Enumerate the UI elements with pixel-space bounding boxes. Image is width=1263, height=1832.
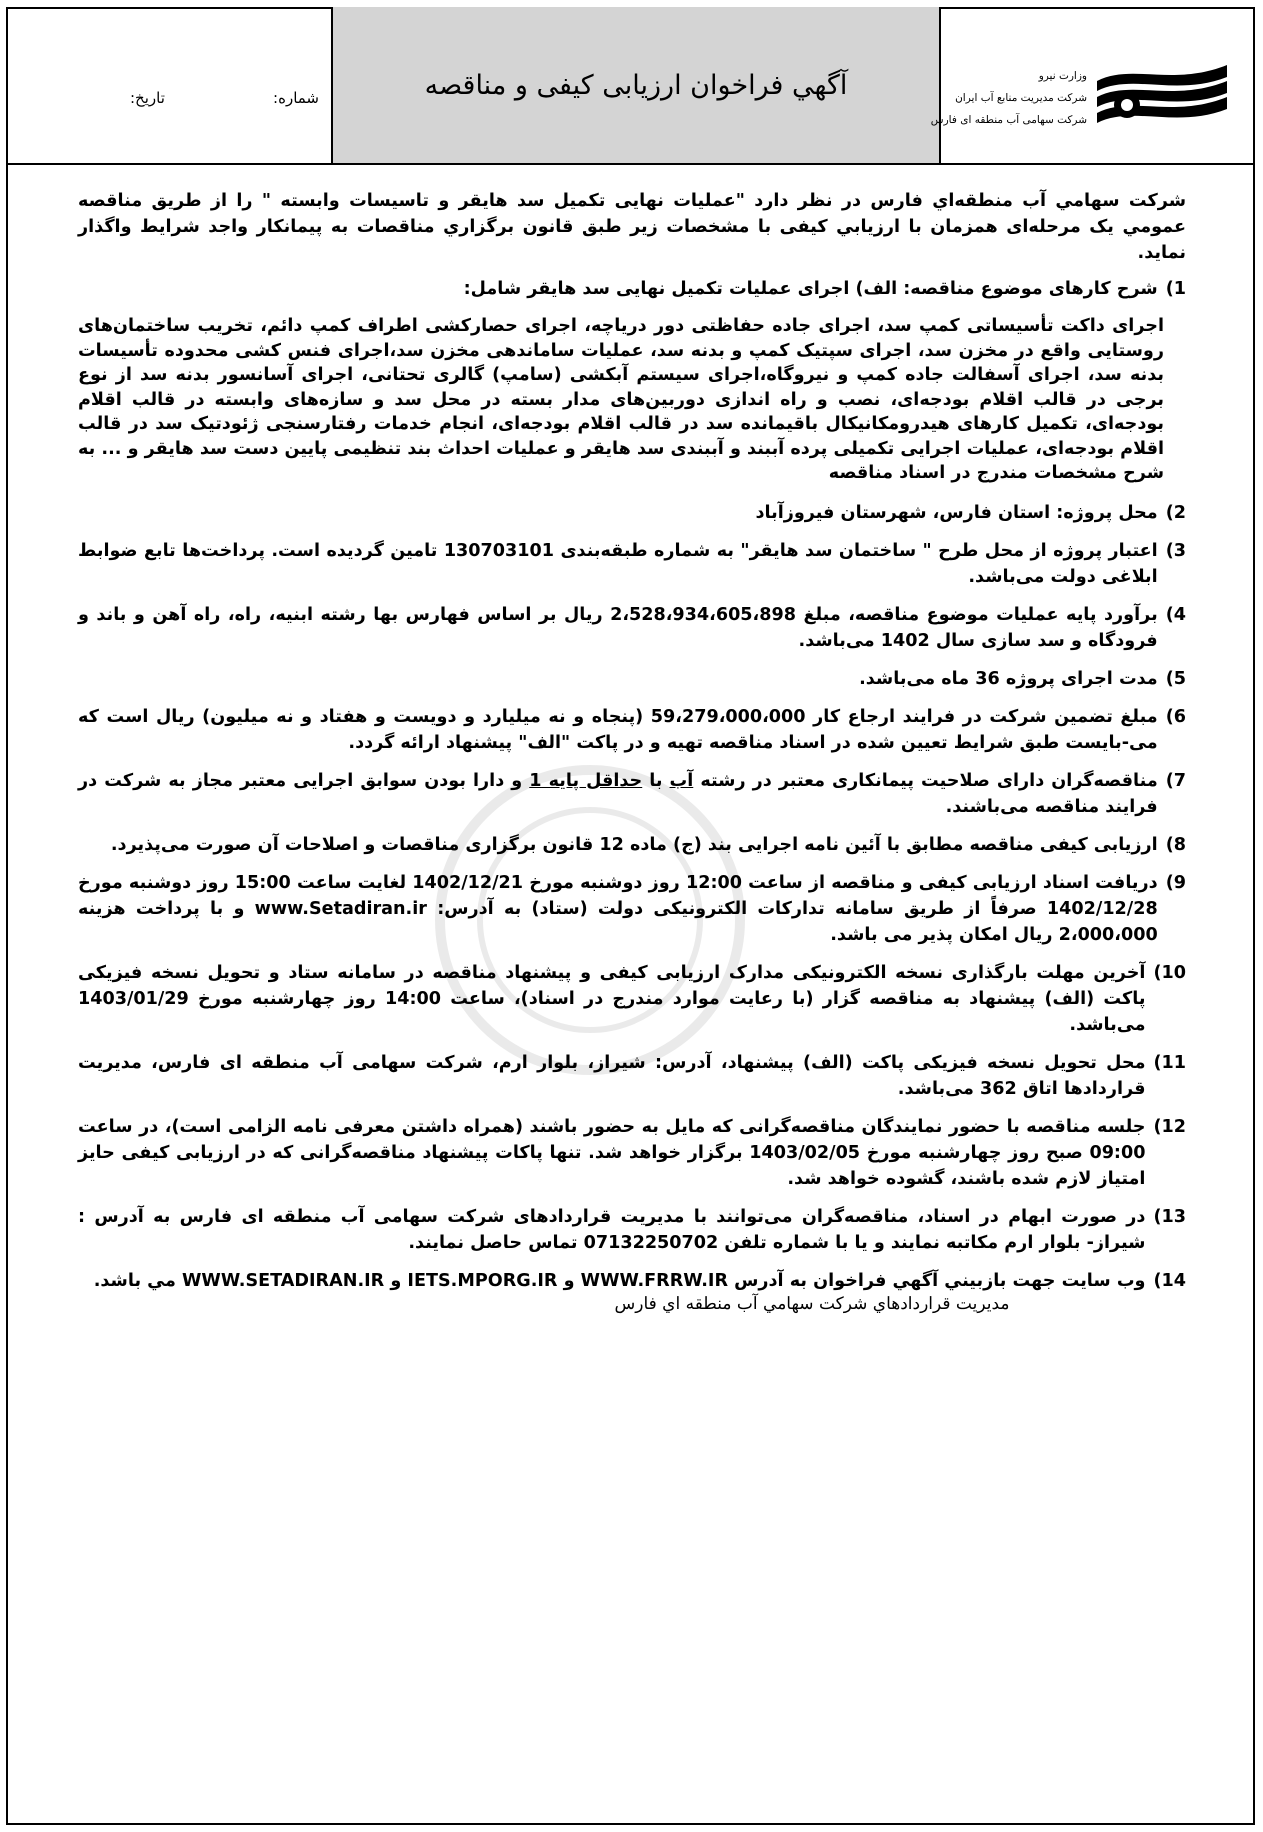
list-item [78, 768, 1186, 820]
minimum-grade: حداقل پایه 1 [529, 770, 643, 791]
list-item [78, 704, 1186, 756]
item-number: 8) [1165, 834, 1186, 855]
list-item [78, 1204, 1186, 1256]
item-text: آخرين مهلت بارگذاری نسخه الکترونيکی مدارک ارزيابی کيفی و پيشنهاد مناقصه در سامانه ستاد و تحویل نسخه فيزيکی پاکت (الف) پيشنهاد به مناقصه گزار (با رعایت موارد مندرج در اسناد)، ساعت 14:00 روز چهارشنبه مورخ 1403/01/29 می‌باشد. [78, 962, 1146, 1035]
list-item [78, 1114, 1186, 1192]
item-text: جلسه مناقصه با حضور نمايندگان مناقصه‌گرانی که مايل به حضور باشند (همراه داشتن معرفی نامه الزامی است)، در ساعت 09:00 صبح روز چهارشنبه مورخ 1403/02/05 برگزار خواهد شد. تنها پاکات پيشنهاد مناقصه‌گرانی که در ارزيابی کيفی حايز امتياز لازم شده باشند، گشوده خواهد شد. [78, 1116, 1146, 1189]
date-label: تاریخ: [130, 89, 165, 107]
contractor-field: آب [669, 770, 694, 791]
item-number: 4) [1165, 604, 1186, 625]
list-item [78, 500, 1186, 526]
list-item [78, 276, 1186, 302]
page-title: آگهي فراخوان ارزيابی کيفی و مناقصه [424, 69, 848, 101]
item-text: ارزيابی کيفی مناقصه مطابق با آئين نامه اجرايی بند (ج) ماده 12 قانون برگزاری مناقصات و اصلاحات آن صورت می‌پذيرد. [110, 834, 1158, 855]
item-text: در صورت ابهام در اسناد، مناقصه‌گران می‌توانند با مديريت قراردادهای شرکت سهامی آب منطقه ای فارس به آدرس : شيراز- بلوار ارم مکاتبه نمايند و يا با شماره تلفن 07132250702 تماس حاصل نمايند. [78, 1206, 1146, 1253]
company-line-2: شرکت سهامی آب منطقه ای فارس [930, 114, 1087, 126]
item-number: 9) [1165, 872, 1186, 893]
water-waves-logo-icon [1087, 57, 1237, 129]
notice-body [78, 188, 1186, 1314]
item-text [78, 768, 1158, 820]
number-date-cell [6, 7, 333, 163]
list-item [78, 602, 1186, 654]
item-text: دريافت اسناد ارزيابی کيفی و مناقصه از ساعت 12:00 روز دوشنبه مورخ 1402/12/21 لغایت ساعت 15:00 روز دوشنبه مورخ 1402/12/28 صرفاً از طريق سامانه تدارکات الکترونيکی دولت (ستاد) به آدرس: www.Setadiran.ir و با پرداخت هزينه 2،000،000 ريال امکان پذير می باشد. [78, 872, 1158, 945]
list-item [78, 960, 1186, 1038]
list-item [78, 666, 1186, 692]
signature: مديريت قراردادهاي شرکت سهامي آب منطقه اي فارس [614, 1293, 1010, 1314]
item-number: 13) [1153, 1206, 1186, 1227]
title-cell [333, 7, 941, 163]
item-text: برآورد پايه عمليات موضوع مناقصه، مبلغ 2،528،934،605،898 ريال بر اساس فهارس بها رشته ابنيه، راه، راه آهن و باند و فرودگاه و سد سازی سال 1402 می‌باشد. [78, 604, 1158, 651]
item7-after: و دارا بودن سوابق اجرايی معتبر مجاز به شرکت در فرايند مناقصه می‌باشند. [78, 770, 1158, 817]
item-text: وب سايت جهت بازبيني آگهي فراخوان به آدرس WWW.FRRW.IR و IETS.MPORG.IR و WWW.SETADIRAN.IR مي باشد. [93, 1270, 1146, 1291]
item-text: اعتبار پروژه از محل طرح " ساختمان سد هایقر" به شماره طبقه‌بندی 130703101 تامين گرديده است. پرداخت‌ها تابع ضوابط ابلاغی دولت می‌باشد. [78, 540, 1158, 587]
item-text: شرح کارهای موضوع مناقصه: الف) اجرای عملیات تکمیل نهایی سد هایقر شامل: [463, 279, 1158, 299]
item-text: مبلغ تضمين شرکت در فرايند ارجاع کار 59،279،000،000 (پنجاه و نه میلیارد و دویست و هفتاد و نه میلیون) ريال است که می-بایست طبق شرايط تعيين شده در اسناد مناقصه تهيه و در پاکت "الف" پيشنهاد ارائه گردد. [78, 706, 1158, 753]
ministry-line: وزارت نیرو [1038, 70, 1087, 82]
item-number: 7) [1165, 770, 1186, 791]
item-text: محل پروژه: استان فارس، شهرستان فيروزآباد [755, 502, 1158, 523]
header-table [6, 7, 1255, 165]
item-number: 1) [1165, 279, 1186, 299]
intro-paragraph: شرکت سهامي آب منطقه‌اي فارس در نظر دارد "عملیات نهایی تکمیل سد هایقر و تاسیسات وابسته " را از طريق مناقصه عمومي يک مرحله‌ای همزمان با ارزيابي کيفی با مشخصات زير طبق قانون برگزاري مناقصات به پيمانکار واجد شرايط واگذار نمايد. [78, 191, 1186, 263]
list-item [78, 1268, 1186, 1294]
item-number: 6) [1165, 706, 1186, 727]
item-number: 3) [1165, 540, 1186, 561]
item-text: مدت اجرای پروژه 36 ماه می‌باشد. [859, 668, 1158, 689]
list-item [78, 538, 1186, 590]
list-item [78, 832, 1186, 858]
item-number: 12) [1153, 1116, 1186, 1137]
item-number: 2) [1165, 502, 1186, 523]
item7-mid: با [642, 770, 670, 791]
item-number: 5) [1165, 668, 1186, 689]
item7-before: مناقصه‌گران دارای صلاحيت پيمانکاری معتبر در رشته [693, 770, 1158, 791]
list-item [78, 1050, 1186, 1102]
list-item [78, 870, 1186, 948]
item-text: محل تحويل نسخه فيزيکی پاکت (الف) پيشنهاد، آدرس: شیراز، بلوار ارم، شرکت سهامی آب منطقه ای فارس، مديريت قراردادها اتاق 362 می‌باشد. [78, 1052, 1146, 1099]
item-number: 11) [1153, 1052, 1186, 1073]
organization-name [927, 65, 1087, 131]
number-label: شماره: [273, 89, 319, 107]
logo-cell [930, 7, 1255, 163]
item1-detail: اجرای داکت تأسیساتی کمپ سد، اجرای جاده حفاظتی دور دریاچه، اجرای حصارکشی اطراف کمپ دائم، تخریب ساختمان‌های روستایی واقع در مخزن سد، اجرای سپتیک کمپ و بدنه سد، عملیات ساماندهی مخزن سد،اجرای فنس کشی محدوده تأسیسات بدنه سد، اجرای آسفالت جاده کمپ و نیروگاه،اجرای سیستم آبکشی (سامپ) گالری تحتانی، اجرای آسانسور بدنه سد از نوع برجی در قالب اقلام بودجه‌ای، نصب و راه اندازی دوربین‌های مدار بسته در محل سد و سازه‌های وابسته در قالب اقلام بودجه‌ای، تکمیل کارهای هیدرومکانیکال باقیمانده سد در قالب اقلام بودجه‌ای، انجام خدمات رفتارسنجی ژئودتیک سد در قالب اقلام بودجه‌ای، عملیات اجرایی تکمیلی پرده آببند و آببندی سد هایقر و عملیات احداث بند تنظیمی پایین دست سد هایقر و ... به شرح مشخصات مندرج در اسناد مناقصه [78, 316, 1164, 483]
item-number: 10) [1153, 962, 1186, 983]
company-line-1: شرکت مدیریت منابع آب ایران [955, 92, 1087, 104]
item-number: 14) [1153, 1270, 1186, 1291]
